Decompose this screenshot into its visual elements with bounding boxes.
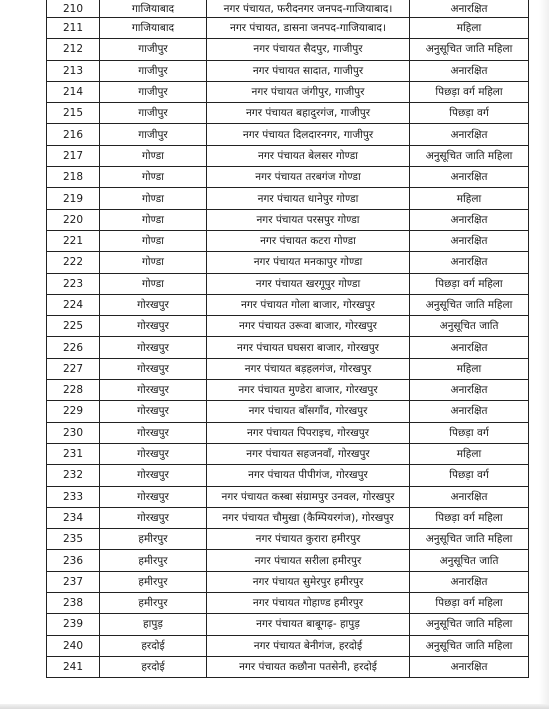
reservation-category-cell: महिला [410,358,529,379]
reservation-category-cell: अनारक्षित [410,656,529,677]
reservation-category-cell: अनुसूचित जाति महिला [410,145,529,166]
reservation-category-cell: अनुसूचित जाति [410,316,529,337]
district-cell: गोण्डा [100,188,207,209]
serial-number-cell: 216 [47,124,100,145]
nagar-panchayat-cell: नगर पंचायत बड़हलगंज, गोरखपुर [207,358,410,379]
nagar-panchayat-cell: नगर पंचायत कछौना पतसेनी, हरदोई [207,656,410,677]
serial-number-cell: 226 [47,337,100,358]
serial-number-cell: 213 [47,60,100,81]
table-row [47,316,529,337]
district-cell: गोरखपुर [100,507,207,528]
table-row [47,401,529,422]
table-row [47,39,529,60]
serial-number-cell: 235 [47,529,100,550]
district-cell: हापुड़ [100,614,207,635]
table-row [47,273,529,294]
table-row [47,635,529,656]
table-row [47,422,529,443]
reservation-category-cell: अनुसूचित जाति महिला [410,39,529,60]
nagar-panchayat-cell: नगर पंचायत सैदपुर, गाजीपुर [207,39,410,60]
serial-number-cell: 212 [47,39,100,60]
serial-number-cell: 232 [47,465,100,486]
district-cell: गाजीपुर [100,60,207,81]
district-cell: गोण्डा [100,145,207,166]
district-cell: गोरखपुर [100,465,207,486]
nagar-panchayat-cell: नगर पंचायत उरूवा बाजार, गोरखपुर [207,316,410,337]
district-cell: गोरखपुर [100,294,207,315]
reservation-category-cell: पिछड़ा वर्ग [410,465,529,486]
nagar-panchayat-cell: नगर पंचायत चौमुखा (कैम्पियरगंज), गोरखपुर [207,507,410,528]
table-row [47,209,529,230]
nagar-panchayat-cell: नगर पंचायत, फरीदनगर जनपद-गाजियाबाद। [207,0,410,18]
reservation-category-cell: अनारक्षित [410,209,529,230]
reservation-category-cell: अनारक्षित [410,230,529,251]
reservation-category-cell: अनुसूचित जाति [410,550,529,571]
reservation-category-cell: पिछड़ा वर्ग [410,103,529,124]
serial-number-cell: 238 [47,593,100,614]
table-row [47,380,529,401]
table-row [47,443,529,464]
table-row [47,593,529,614]
serial-number-cell: 215 [47,103,100,124]
serial-number-cell: 234 [47,507,100,528]
district-cell: गोण्डा [100,273,207,294]
serial-number-cell: 223 [47,273,100,294]
nagar-panchayat-cell: नगर पंचायत, डासना जनपद-गाजियाबाद। [207,18,410,39]
reservation-category-cell: पिछड़ा वर्ग महिला [410,507,529,528]
nagar-panchayat-cell: नगर पंचायत पीपीगंज, गोरखपुर [207,465,410,486]
nagar-panchayat-cell: नगर पंचायत बेनीगंज, हरदोई [207,635,410,656]
serial-number-cell: 218 [47,167,100,188]
nagar-panchayat-cell: नगर पंचायत बहादुरगंज, गाजीपुर [207,103,410,124]
district-cell: गोरखपुर [100,401,207,422]
district-cell: गोरखपुर [100,486,207,507]
serial-number-cell: 219 [47,188,100,209]
district-cell: हरदोई [100,656,207,677]
reservation-category-cell: महिला [410,188,529,209]
district-cell: गोण्डा [100,252,207,273]
district-cell: गाजियाबाद [100,0,207,18]
nagar-panchayat-cell: नगर पंचायत घघसरा बाजार, गोरखपुर [207,337,410,358]
reservation-category-cell: अनारक्षित [410,60,529,81]
nagar-panchayat-cell: नगर पंचायत मनकापुर गोण्डा [207,252,410,273]
reservation-category-cell: अनुसूचित जाति महिला [410,635,529,656]
table-row [47,337,529,358]
reservation-category-cell: अनारक्षित [410,380,529,401]
nagar-panchayat-cell: नगर पंचायत कस्बा संग्रामपुर उनवल, गोरखपुर [207,486,410,507]
nagar-panchayat-cell: नगर पंचायत खरगूपुर गोण्डा [207,273,410,294]
district-cell: गाजीपुर [100,81,207,102]
district-cell: हमीरपुर [100,571,207,592]
serial-number-cell: 230 [47,422,100,443]
reservation-category-cell: अनारक्षित [410,337,529,358]
reservation-category-cell: अनारक्षित [410,124,529,145]
nagar-panchayat-cell: नगर पंचायत कटरा गोण्डा [207,230,410,251]
reservation-category-cell: अनारक्षित [410,252,529,273]
serial-number-cell: 233 [47,486,100,507]
reservation-category-cell: पिछड़ा वर्ग महिला [410,273,529,294]
serial-number-cell: 231 [47,443,100,464]
reservation-category-cell: अनुसूचित जाति महिला [410,294,529,315]
serial-number-cell: 211 [47,18,100,39]
table-row [47,18,529,39]
reservation-category-cell: अनारक्षित [410,401,529,422]
reservation-category-cell: पिछड़ा वर्ग [410,422,529,443]
district-cell: गाजियाबाद [100,18,207,39]
district-cell: गोरखपुर [100,316,207,337]
district-cell: गोरखपुर [100,443,207,464]
table-row [47,230,529,251]
nagar-panchayat-cell: नगर पंचायत मुण्डेरा बाजार, गोरखपुर [207,380,410,401]
district-cell: हमीरपुर [100,593,207,614]
nagar-panchayat-cell: नगर पंचायत गोला बाजार, गोरखपुर [207,294,410,315]
page-edge-shadow [539,0,549,709]
nagar-panchayat-cell: नगर पंचायत धानेपुर गोण्डा [207,188,410,209]
table-row [47,550,529,571]
district-cell: गोण्डा [100,230,207,251]
nagar-panchayat-cell: नगर पंचायत बाँसगाँव, गोरखपुर [207,401,410,422]
reservation-table [46,0,529,678]
reservation-category-cell: पिछड़ा वर्ग महिला [410,593,529,614]
nagar-panchayat-cell: नगर पंचायत तरबगंज गोण्डा [207,167,410,188]
district-cell: हरदोई [100,635,207,656]
serial-number-cell: 220 [47,209,100,230]
district-cell: गोण्डा [100,209,207,230]
nagar-panchayat-cell: नगर पंचायत बाबूगढ़- हापुड़ [207,614,410,635]
reservation-category-cell: अनुसूचित जाति महिला [410,529,529,550]
serial-number-cell: 240 [47,635,100,656]
district-cell: गाजीपुर [100,124,207,145]
district-cell: गोरखपुर [100,380,207,401]
serial-number-cell: 210 [47,0,100,18]
table-row [47,252,529,273]
table-row [47,529,529,550]
table-row [47,145,529,166]
district-cell: गाजीपुर [100,39,207,60]
reservation-category-cell: अनुसूचित जाति महिला [410,614,529,635]
serial-number-cell: 224 [47,294,100,315]
serial-number-cell: 236 [47,550,100,571]
nagar-panchayat-cell: नगर पंचायत दिलदारनगर, गाजीपुर [207,124,410,145]
reservation-category-cell: अनारक्षित [410,167,529,188]
table-row [47,0,529,18]
nagar-panchayat-cell: नगर पंचायत परसपुर गोण्डा [207,209,410,230]
nagar-panchayat-cell: नगर पंचायत कुरारा हमीरपुर [207,529,410,550]
serial-number-cell: 214 [47,81,100,102]
nagar-panchayat-cell: नगर पंचायत पिपराइच, गोरखपुर [207,422,410,443]
district-cell: हमीरपुर [100,529,207,550]
reservation-category-cell: महिला [410,18,529,39]
serial-number-cell: 237 [47,571,100,592]
nagar-panchayat-cell: नगर पंचायत सुमेरपुर हमीरपुर [207,571,410,592]
reservation-category-cell: पिछड़ा वर्ग महिला [410,81,529,102]
table-row [47,656,529,677]
nagar-panchayat-cell: नगर पंचायत गोहाण्ड हमीरपुर [207,593,410,614]
serial-number-cell: 227 [47,358,100,379]
serial-number-cell: 239 [47,614,100,635]
district-cell: गोरखपुर [100,422,207,443]
district-cell: गोरखपुर [100,358,207,379]
table-row [47,60,529,81]
table-row [47,81,529,102]
document-page [46,0,528,678]
nagar-panchayat-cell: नगर पंचायत बेलसर गोण्डा [207,145,410,166]
table-row [47,571,529,592]
serial-number-cell: 222 [47,252,100,273]
district-cell: हमीरपुर [100,550,207,571]
serial-number-cell: 241 [47,656,100,677]
district-cell: गोण्डा [100,167,207,188]
serial-number-cell: 225 [47,316,100,337]
table-row [47,167,529,188]
serial-number-cell: 229 [47,401,100,422]
reservation-category-cell: अनारक्षित [410,0,529,18]
table-row [47,103,529,124]
nagar-panchayat-cell: नगर पंचायत सादात, गाजीपुर [207,60,410,81]
table-row [47,188,529,209]
table-row [47,614,529,635]
reservation-category-cell: अनारक्षित [410,486,529,507]
nagar-panchayat-cell: नगर पंचायत सहजनवाँ, गोरखपुर [207,443,410,464]
district-cell: गाजीपुर [100,103,207,124]
serial-number-cell: 228 [47,380,100,401]
reservation-category-cell: अनारक्षित [410,571,529,592]
table-body [47,0,529,678]
table-row [47,486,529,507]
nagar-panchayat-cell: नगर पंचायत सरीला हमीरपुर [207,550,410,571]
district-cell: गोरखपुर [100,337,207,358]
reservation-category-cell: महिला [410,443,529,464]
table-row [47,294,529,315]
table-row [47,358,529,379]
table-row [47,465,529,486]
serial-number-cell: 221 [47,230,100,251]
table-row [47,507,529,528]
nagar-panchayat-cell: नगर पंचायत जंगीपुर, गाजीपुर [207,81,410,102]
table-row [47,124,529,145]
serial-number-cell: 217 [47,145,100,166]
page-bottom-edge [0,704,549,709]
